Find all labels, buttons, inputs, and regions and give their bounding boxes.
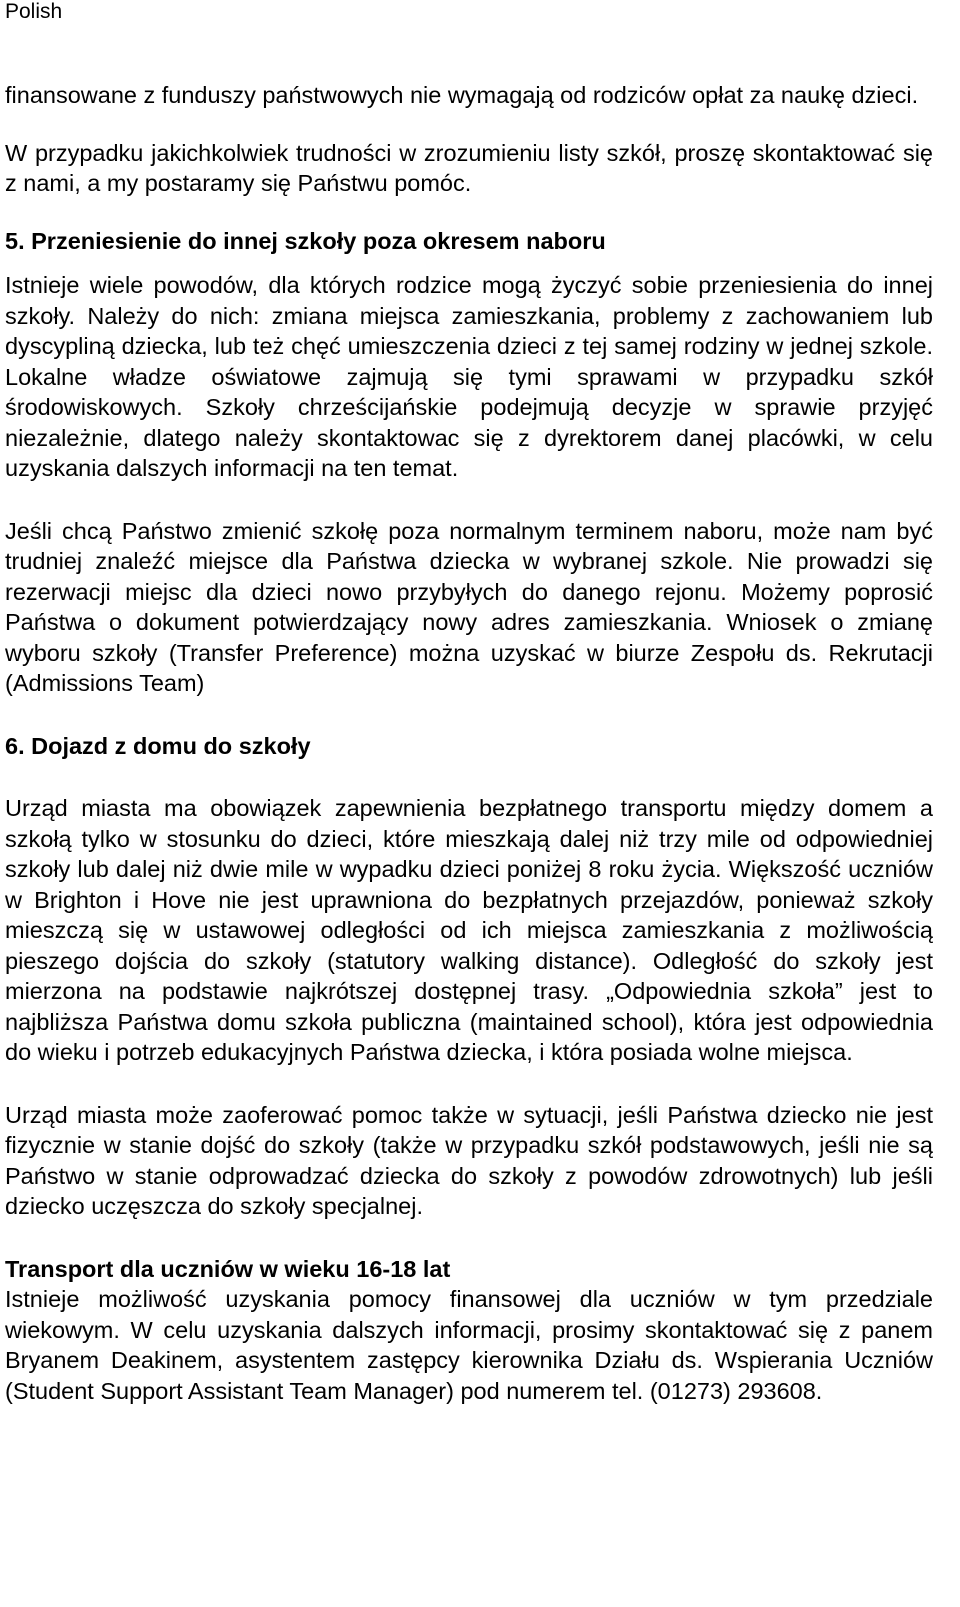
section-5-paragraph-2: Jeśli chcą Państwo zmienić szkołę poza normalnym terminem naboru, może nam być trudniej znaleźć miejsce dla Państwa dziecka w wybranej szkole. Nie prowadzi się rezerwacji miejsc dla dzieci nowo przybyłych do danego rejonu. Możemy poprosić Państwa o dokument potwierdzający nowy adres zamieszkania. Wniosek o zmianę wyboru szkoły (Transfer Preference) można uzyskać w biurze Zespołu ds. Rekrutacji (Admissions Team) (5, 517, 933, 696)
section-5-heading: 5. Przeniesienie do innej szkoły poza okresem naboru (5, 227, 606, 254)
section-6-paragraph-1: Urząd miasta ma obowiązek zapewnienia bezpłatnego transportu między domem a szkołą tylko w stosunku do dzieci, które mieszkają dalej niż trzy mile od odpowiedniej szkoły lub dalej niż dwie mile w wypadku dzieci poniżej 8 roku życia. Większość uczniów w Brighton i Hove nie jest uprawniona do bezpłatnych przejazdów, ponieważ szkoły mieszczą się w ustawowej odległości od ich miejsca zamieszkania z możliwością pieszego dojścia do szkoły (statutory walking distance). Odległość do szkoły jest mierzona na podstawie najkrótszej dostępnej trasy. „Odpowiednia szkoła” jest to najbliższa Państwa domu szkoła publiczna (maintained school), która jest odpowiednia do wieku i potrzeb edukacyjnych Państwa dziecka, i która posiada wolne miejsca. (5, 795, 933, 1065)
intro-paragraph-1: finansowane z funduszy państwowych nie wymagają od rodziców opłat za naukę dzieci. (5, 82, 919, 108)
language-label: Polish (5, 0, 63, 23)
document-body (5, 80, 933, 1406)
transport-16-18-heading: Transport dla uczniów w wieku 16-18 lat (5, 1255, 451, 1282)
transport-16-18-paragraph: Istnieje możliwość uzyskania pomocy finansowej dla uczniów w tym przedziale wiekowym. W celu uzyskania dalszych informacji, prosimy skontaktować się z panem Bryanem Deakinem, asystentem zastępcy kierownika Działu ds. Wspierania Uczniów (Student Support Assistant Team Manager) pod numerem tel. (01273) 293608. (5, 1286, 933, 1404)
intro-paragraph-2: W przypadku jakichkolwiek trudności w zrozumieniu listy szkół, proszę skontaktować się z nami, a my postaramy się Państwu pomóc. (5, 139, 933, 196)
section-6-paragraph-2: Urząd miasta może zaoferować pomoc także w sytuacji, jeśli Państwa dziecko nie jest fizycznie w stanie dojść do szkoły (także w przypadku szkół podstawowych, jeśli nie są Państwo w stanie odprowadzać dziecka do szkoły z powodów zdrowotnych) lub jeśli dziecko uczęszcza do szkoły specjalnej. (5, 1101, 933, 1219)
section-5-paragraph-1: Istnieje wiele powodów, dla których rodzice mogą życzyć sobie przeniesienia do innej szkoły. Należy do nich: zmiana miejsca zamieszkania, problemy z zachowaniem lub dyscypliną dziecka, lub też chęć umieszczenia dzieci z tej samej rodziny w jednej szkole. Lokalne władze oświatowe zajmują się tymi sprawami w przypadku szkół środowiskowych. Szkoły chrześcijańskie podejmują decyzje w sprawie przyjęć niezależnie, dlatego należy skontaktowac się z dyrektorem danej placówki, w celu uzyskania dalszych informacji na ten temat. (5, 272, 933, 481)
section-6-heading: 6. Dojazd z domu do szkoły (5, 732, 311, 759)
